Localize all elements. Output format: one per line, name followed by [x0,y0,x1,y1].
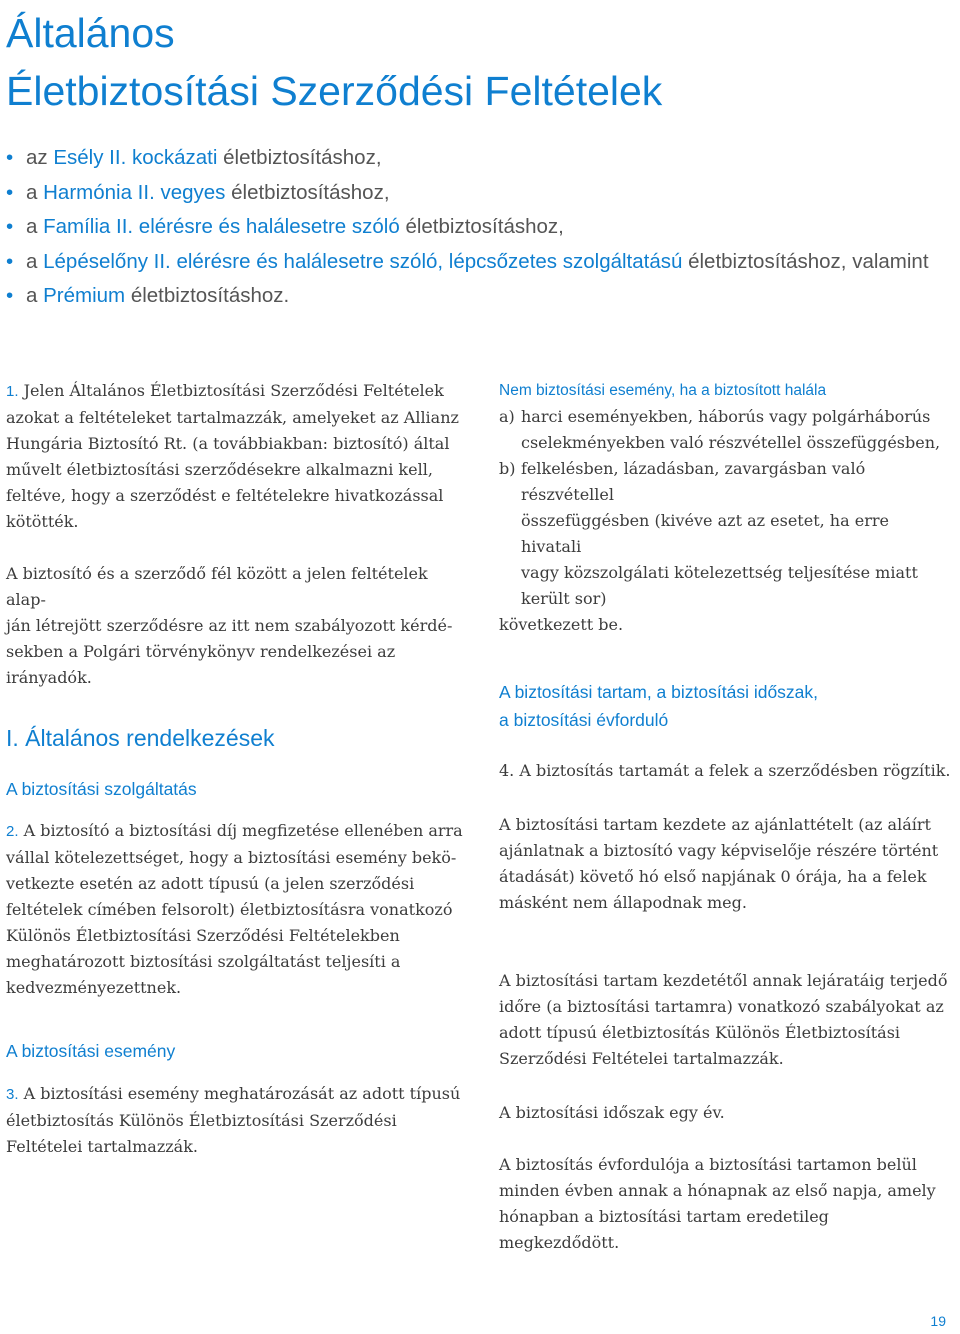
title-line-1: Általános [6,10,175,56]
page-number: 19 [930,1313,946,1329]
right-column [499,378,954,1256]
exclusion-heading: Nem biztosítási esemény, ha a biztosított halála [499,382,827,399]
bullet-icon: • [6,215,14,238]
paragraph-9: A biztosítás évfordulója a biztosítási tartamon belül minden évben annak a hónapnak az első napja, amely hónapban a biztosítási tartam eredetileg megkezdődött. [499,1155,936,1252]
paragraph-5: 4. A biztosítás tartamát a felek a szerződésben rögzítik. [499,761,951,780]
left-column [6,378,466,1160]
heading-term: A biztosítási tartam, a biztosítási időszak, a biztosítási évforduló [499,682,819,730]
paragraph-4: 3. A biztosítási esemény meghatározását az adott típusú életbiztosítás Különös Életbiztosítási Szerződési Feltételei tartalmazzák. [6,1084,461,1156]
exclusion-item-b: b) felkelésben, lázadásban, zavargásban való részvétellel összefüggésben (kivéve azt az esetet, ha erre hivatali vagy közszolgálati kötelezettség teljesítése miatt került sor) [499,459,918,608]
paragraph-3: 2. A biztosító a biztosítási díj megfizetése ellenében arra vállal kötelezettséget, hogy a biztosítási esemény bekö- vetkezte esetén az adott típusú (a jelen szerződési feltételek címében felsorolt) életbiztosításra vonatkozó Különös Életbiztosítási Szerződési Feltételekben meghatározott biztosítási szolgáltatást teljesíti a kedvezményezettnek. [6,821,463,997]
document-title [6,4,662,120]
paragraph-1: 1. Jelen Általános Életbiztosítási Szerződési Feltételek azokat a feltételeket tartalmazzák, amelyeket az Allianz Hungária Biztosító Rt. (a továbbiakban: biztosító) által művelt életbiztosítási szerződésekre alkalmazni kell, feltéve, hogy a szerződést e feltételekre hivatkozással kötötték. [6,381,459,531]
bullet-icon: • [6,146,14,169]
exclusion-end: következett be. [499,615,624,634]
product-list-item: • a Lépéselőny II. elérésre és halálesetre szóló, lépcsőzetes szolgáltatású életbiztosításhoz, valamint [6,245,929,280]
paragraph-2: A biztosító és a szerződő fél között a jelen feltételek alap- ján létrejött szerződésre az itt nem szabályozott kérdé- sekben a Polgári törvénykönyv rendelkezései az irányadók. [6,564,453,687]
paragraph-7: A biztosítási tartam kezdetétől annak lejáratáig terjedő időre (a biztosítási tartamra) vonatkozó szabályokat az adott típusú életbiztosítás Különös Életbiztosítási Szerződési Feltételei tartalmazzák. [499,971,948,1068]
product-list-item: • az Esély II. kockázati életbiztosításhoz, [6,141,929,176]
title-line-2: Életbiztosítási Szerződési Feltételek [6,68,663,114]
paragraph-8: A biztosítási időszak egy év. [499,1103,725,1122]
paragraph-6: A biztosítási tartam kezdete az ajánlattételt (az aláírt ajánlatnak a biztosító vagy képviselője részére történt átadását) követő hó első napjának 0 órája, ha a felek másként nem állapodnak meg. [499,815,939,912]
product-list-item: • a Família II. elérésre és halálesetre szóló életbiztosításhoz, [6,210,929,245]
product-list-item: • a Harmónia II. vegyes életbiztosításhoz, [6,176,929,211]
exclusion-item-a: a) harci eseményekben, háborús vagy polgárháborús cselekményekben való részvétellel összefüggésben, [499,407,941,452]
product-list [6,141,929,314]
subheading-event: A biztosítási esemény [6,1041,176,1061]
bullet-icon: • [6,249,14,273]
bullet-icon: • [6,284,14,307]
section-heading: I. Általános rendelkezések [6,725,275,751]
bullet-icon: • [6,180,14,204]
product-list-item: • a Prémium életbiztosításhoz. [6,279,929,314]
subheading-service: A biztosítási szolgáltatás [6,779,197,799]
